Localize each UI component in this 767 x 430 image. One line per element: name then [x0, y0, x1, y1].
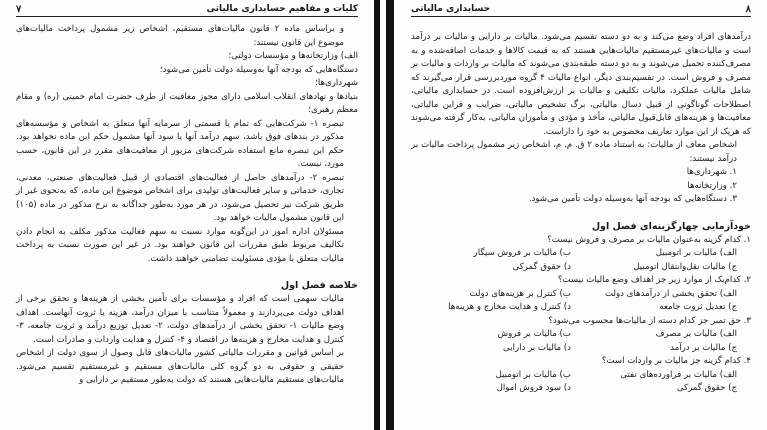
left-page [0, 0, 372, 430]
quiz-question-3: ۳. حق تمبر جز کدام دسته از مالیات‌ها محسوب می‌شود؟ [548, 315, 751, 326]
quiz-option: الف) تحقق بخشی از درآمدهای دولت [604, 288, 737, 299]
left-intro-paragraph: و براساس ماده ۲ قانون مالیات‌های مستقیم، اشخاص زیر مشمول پرداخت مالیات‌های موضوع این قانون نیستند: [16, 24, 344, 48]
quiz-option: ج) مالیات نقل‌وانتقال اتومبیل [633, 261, 737, 272]
quiz-option: د) مالیات بر دارایی [503, 342, 571, 353]
left-header-title: کلیات و مفاهیم حسابداری مالیاتی [206, 4, 358, 14]
quiz-options-2 [411, 288, 751, 315]
left-note-2: تبصره ۲- درآمدهای حاصل از فعالیت‌های اقتصادی از قبیل فعالیت‌های صنعتی، معدنی، تجاری، خدماتی و سایر فعالیت‌های تولیدی برای اشخاص موضوع این ماده، که به‌نحوی غیر از طریق شرکت نیز تحصیل می‌شود، در هر مورد به‌طور جداگانه به نرخ مذکور در ماده (۱۰۵) این قانون مشمول مالیات خواهد بود. [16, 172, 344, 223]
quiz-option: ب) مالیات بر فروش سیگار [473, 248, 571, 258]
left-summary-paragraph-1: مالیات سهمی است که افراد و مؤسسات برای تأمین بخشی از هزینه‌ها و تحقق برخی از اهداف دولت می‌پردازند و معمولاً متناسب با میزان درآمد، هزینه یا ثروت آنهاست. اهداف وضع مالیات ۱- تحقق بخشی از درآمدهای دولت، ۲- تعدیل توزیع درآمد و ثروت جامعه، ۳- کنترل و هدایت مخارج و هزینه‌ها در اقتصاد و ۴- کنترل و هدایت واردات و صادرات است. [16, 294, 344, 345]
left-item-2: دستگاه‌هایی که بودجه آنها به‌وسیله دولت تأمین می‌شود؛ [159, 64, 358, 75]
quiz-option: ج) مالیات بر درآمد [670, 342, 737, 353]
quiz-option: د) حقوق گمرکی [512, 261, 571, 272]
quiz-option: الف) مالیات بر مصرف [655, 329, 737, 339]
right-paragraph-2: اشخاص معاف از مالیات: به استناد ماده ۲ ق. م. م، اشخاص زیر مشمول پرداخت مالیات بر درآمد نیستند: [411, 140, 738, 164]
quiz-option: ب) مالیات بر فروش [497, 329, 571, 339]
quiz-option: ب) مالیات بر اتومبیل [495, 369, 571, 380]
left-summary-paragraph-2: بر اساس قوانین و مقررات مالیاتی کشور مالیات‌های قابل وصول از سوی دولت از اشخاص حقیقی و حقوقی به دو گروه کلی مالیات‌های مستقیم و غیرمستقیم تقسیم می‌شود. مالیات‌های مستقیم مالیات‌هایی هستند که دولت به‌طور مستقیم بر دارایی و [16, 348, 344, 385]
right-page [397, 0, 767, 430]
quiz-option: ج) تعدیل ثروت جامعه [659, 302, 737, 312]
left-item-1: الف) وزارتخانه‌ها و مؤسسات دولتی؛ [228, 51, 358, 61]
exempt-item-1: ۱. شهرداری‌ها [686, 167, 737, 177]
exempt-item-2: ۲. وزارتخانه‌ها [687, 180, 737, 191]
quiz-option: الف) مالیات بر اتومبیل [655, 248, 737, 258]
quiz-question-1: ۱. کدام گزینه به‌عنوان مالیات بر مصرف و فروش نیست؟ [547, 234, 751, 245]
right-paragraph-1: درآمدهای افراد وضع می‌کند و به دو دسته تقسیم می‌شود. مالیات بر دارایی و مالیات بر درآمد است و مالیات‌های غیرمستقیم مالیات‌هایی هستند که به قیمت کالاها و خدمات اضافه‌شده و به مصرف‌کننده تحمیل می‌شوند و به دو دسته طبقه‌بندی می‌شوند که مالیات بر واردات و مالیات بر مصرف و فروش است. در تقسیم‌بندی دیگر، انواع مالیات ۴ گروه موردبررسی قرار می‌گیرند که شامل مالیات عملکرد، مالیات تکلیفی و مالیات بر ارزش‌افزوده است. در حسابداری مالیاتی، اصطلاحات گوناگونی از قبیل دسال مالیاتی، برگ تشخیص مالیاتی، ضرایب و قراین مالیاتی، معافیت‌ها و هزینه‌های قابل‌قبول مالیاتی، مأخذ و مؤدی و مأموران مالیاتی، به‌کار گرفته می‌شوند که هریک از این موارد تعاریف مخصوص به خود را داراست. [411, 32, 751, 137]
left-summary-heading: خلاصه فصل اول [280, 280, 358, 291]
quiz-options-4 [411, 369, 751, 396]
quiz-option: ج) حقوق گمرکی [676, 383, 737, 393]
quiz-option: د) کنترل و هدایت مخارج و هزینه‌ها [448, 302, 571, 312]
quiz-option: الف) مالیات بر فراورده‌های نفتی [620, 369, 737, 380]
quiz-options-1 [411, 247, 751, 274]
quiz-question-2: ۲. کدام‌یک از موارد زیر جز اهداف وضع مالیات نیست؟ [557, 275, 751, 285]
left-item-3: شهرداری‌ها؛ [315, 78, 358, 88]
quiz-heading: خودآزمایی چهارگزینه‌ای فصل اول [591, 220, 751, 232]
exempt-item-3: ۳. دستگاه‌هایی که بودجه آنها به‌وسیله دولت تأمین می‌شود. [528, 194, 737, 204]
right-page-header [411, 2, 751, 17]
quiz-question-4: ۴. کدام گزینه جز مالیات بر واردات است؟ [601, 356, 751, 366]
left-item-4: بنیادها و نهادهای انقلاب اسلامی دارای مجوز معافیت از طرف حضرت امام خمینی (ره) و مقام معظم رهبری؛ [16, 91, 358, 115]
quiz-options-3 [411, 328, 751, 355]
book-spine-shadow [386, 0, 394, 430]
right-page-number: ۸ [745, 3, 751, 15]
book-spine-edge [374, 0, 380, 430]
left-page-header [16, 2, 358, 17]
left-note-1: تبصره ۱- شرکت‌هایی که تمام یا قسمتی از سرمایه آنها متعلق به اشخاص و مؤسسه‌های مذکور در بندهای فوق باشد، سهم درآمد آنها یا سود آنها مشمول حکم این ماده نخواهد بود. حکم این تبصره مانع استفاده شرکت‌های مزبور از معافیت‌های مقرر در این قانون، حسب مورد، نیست. [16, 118, 344, 169]
left-note-3: مسئولان اداره امور در این‌گونه موارد نسبت به سهم فعالیت مذکور مکلف به انجام دادن تکالیف مربوط طبق مقررات این قانون خواهند بود. در غیر این صورت نسبت به پرداخت مالیات متعلق با مؤدی مسئولیت تضامنی خواهند داشت. [16, 226, 344, 264]
left-page-number: ۷ [16, 3, 22, 15]
quiz-option: ب) کنترل بر هزینه‌های دولت [469, 288, 571, 299]
right-header-title: حسابداری مالیاتی [411, 4, 491, 14]
quiz-option: د) سود فروش اموال [496, 383, 571, 393]
